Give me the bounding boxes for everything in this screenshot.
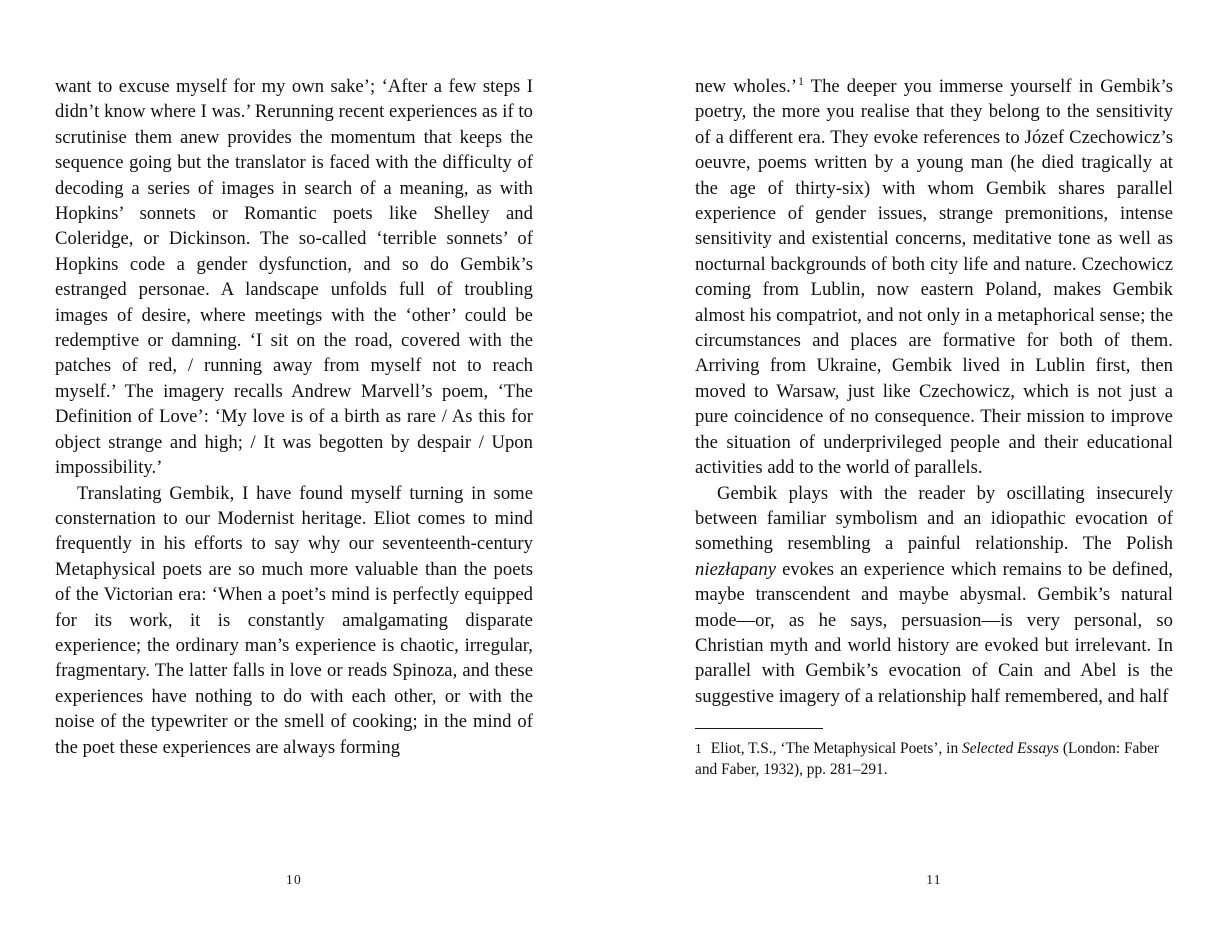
paragraph-text-post-note: The deeper you immerse yourself in Gembik’s poetry, the more you realise that they belong to the sensitivity of a different era. They evoke references to Józef Czechowicz’s oeuvre, poems written by a young man (he died tragically at the age of thirty-six) with whom Gembik shares parallel experience of gender issues, strange premonitions, intense sensitivity and existential concerns, meditative tone as well as nocturnal backgrounds of both city life and nature. Czechowicz coming from Lublin, now eastern Poland, makes Gembik almost his compatriot, and not only in a metaphorical sense; the circumstances and places are formative for both of them. Arriving from Ukraine, Gembik lived in Lublin first, then moved to Warsaw, just like Czechowicz, which is not just a pure coincidence of no consequence. Their mission to improve the situation of underprivileged people and their educational activities add to the world of parallels.	[695, 76, 1174, 479]
footnote-separator-rule	[695, 728, 823, 729]
footnote-italic-title: Selected Essays	[962, 740, 1060, 757]
page-number-left: 10	[286, 872, 302, 887]
footnote-marker: 1	[695, 741, 702, 756]
paragraph-text-part-1: Gembik plays with the reader by oscillating insecurely between familiar symbolism and an idiopathic evocation of something resembling a painful relationship. The Polish	[695, 482, 1173, 555]
footnote-area	[695, 728, 1173, 780]
footnote	[695, 738, 1173, 780]
footnote-reference-marker: 1	[798, 75, 804, 88]
paragraph: want to excuse myself for my own sake’; ‘After a few steps I didn’t know where I was.’ Rerunning recent experiences as if to scrutinise them anew provides the momentum that keeps the sequence going but the translator is faced with the difficulty of decoding a series of images in search of a meaning, as with Hopkins’ sonnets or Romantic poets like Shelley and Coleridge, or Dickinson. The so-called ‘terrible sonnets’ of Hopkins code a gender dysfunction, and so do Gembik’s estranged personae. A landscape unfolds full of troubling images of desire, where meetings with the ‘other’ could be redemptive or damning. ‘I sit on the road, covered with the patches of red, / running away from myself not to reach myself.’ The imagery recalls Andrew Marvell’s poem, ‘The Definition of Love’: ‘My love is of a birth as rare / As this for object strange and high; / It was begotten by despair / Upon impossibility.’	[55, 76, 533, 479]
paragraph	[695, 74, 1173, 481]
left-page	[41, 0, 586, 949]
left-page-textblock	[55, 74, 533, 760]
paragraph	[695, 481, 1173, 710]
italic-term: niezłapany	[695, 558, 777, 580]
right-page	[681, 0, 1226, 949]
footnote-text-part-2: (London: Faber and Faber, 1932), pp. 281–291.	[695, 740, 1160, 778]
paragraph-text-pre-note: new wholes.’	[695, 76, 798, 97]
footnote-text-part-1: Eliot, T.S., ‘The Metaphysical Poets’, in	[710, 740, 962, 757]
paragraph-text-part-2: evokes an experience which remains to be defined, maybe transcendent and maybe abysmal. Gembik’s natural mode—or, as he says, persuasion—is very personal, so Christian myth and world history are evoked but irrelevant. In parallel with Gembik’s evocation of Cain and Abel is the suggestive imagery of a relationship half remembered, and half	[695, 558, 1173, 707]
paragraph: Translating Gembik, I have found myself turning in some consternation to our Modernist heritage. Eliot comes to mind frequently in his efforts to say why our seventeenth-century Metaphysical poets are so much more valuable than the poets of the Victorian era: ‘When a poet’s mind is perfectly equipped for its work, it is constantly amalgamating disparate experience; the ordinary man’s experience is chaotic, irregular, fragmentary. The latter falls in love or reads Spinoza, and these experiences have nothing to do with each other, or with the noise of the typewriter or the smell of cooking; in the mind of the poet these experiences are always forming	[55, 482, 533, 758]
page-number-right: 11	[926, 872, 942, 887]
right-page-textblock	[695, 74, 1173, 709]
